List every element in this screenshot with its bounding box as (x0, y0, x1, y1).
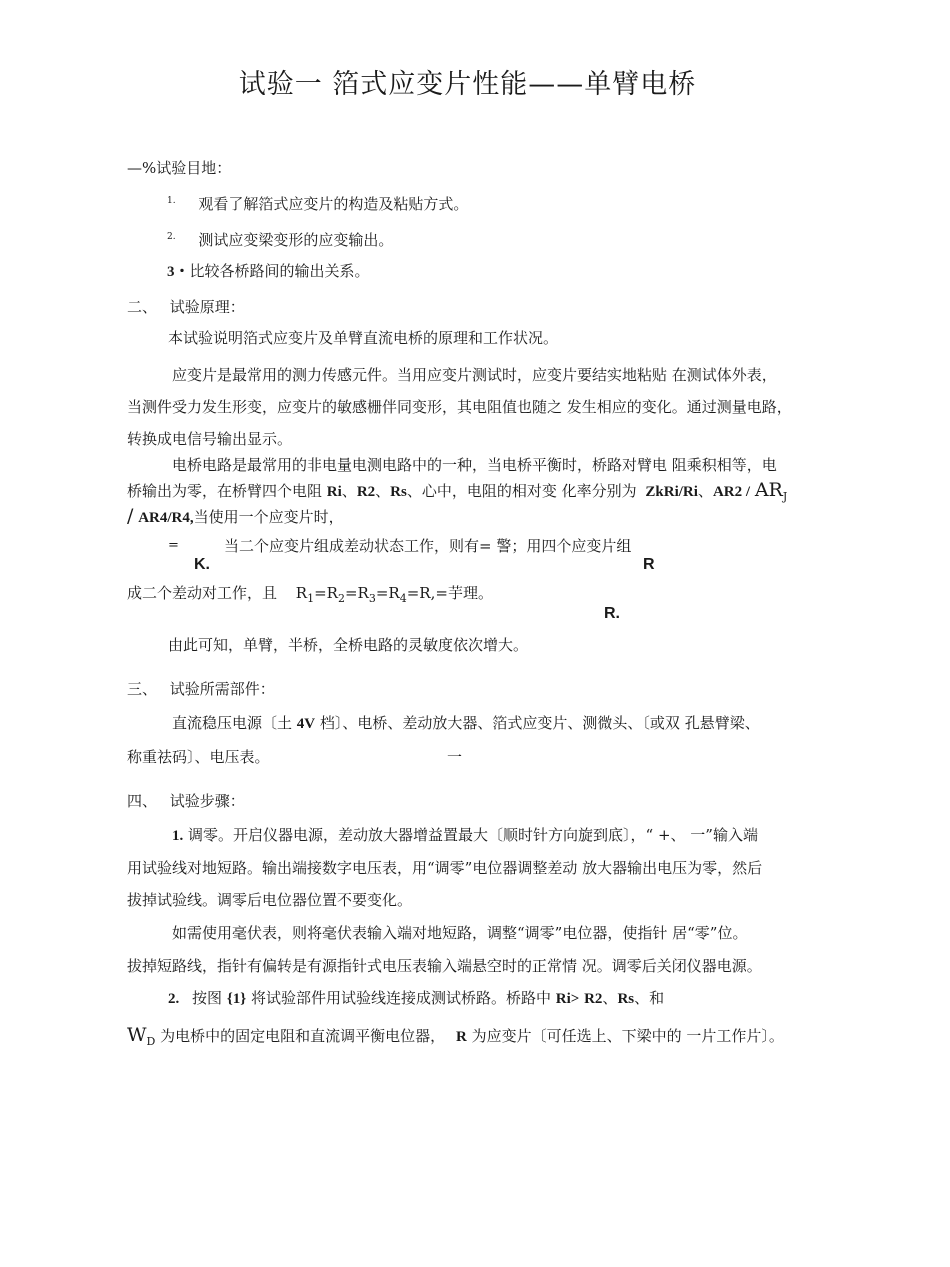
paragraph-line: 拔掉短路线，指针有偏转是有源指针式电压表输入端悬空时的正常情 况。调零后关闭仪器电源。 (127, 957, 762, 975)
text-run: 将试验部件用试验线连接成测试桥路。桥路中 (250, 989, 551, 1007)
resistor-label: R2 (584, 991, 603, 1007)
paragraph-line: 如需使用毫伏表，则将毫伏表输入端对地短路，调整“调零”电位器，使指针 居“零”位。 (172, 924, 748, 942)
resistor-label: Ri (326, 484, 342, 500)
paragraph: 由此可知，单臂，半桥，全桥电路的灵敏度依次增大。 (168, 636, 529, 654)
paragraph-line (127, 583, 493, 609)
list-item-number: 3・ (167, 264, 190, 280)
text-run: 直流稳压电源〔土 (172, 714, 293, 732)
text-run: 、 (341, 482, 357, 500)
paragraph-line: 转换成电信号输出显示。 (127, 430, 293, 448)
formula: ZkRi/Ri (645, 484, 698, 500)
section-1-heading: —%试验目地： (127, 159, 232, 177)
formula-subscript: D (146, 1035, 156, 1048)
paragraph-line: 应变片是最常用的测力传感元件。当用应变片测试时，应变片要结实地粘贴 在测试体外表， (172, 366, 777, 384)
figure-ref: {1} (226, 991, 247, 1007)
text-run: 、心中，电阻的相对变 化率分别为 (406, 482, 637, 500)
text-run: 按图 (192, 989, 223, 1007)
formula: / (127, 505, 134, 527)
resistor-label: Rs (617, 991, 635, 1007)
equation-label: R. (604, 605, 620, 622)
text-run: 成二个差动对工作，且 (127, 584, 278, 602)
paragraph-line: 拔掉试验线。调零后电位器位置不要变化。 (127, 891, 413, 909)
section-2-heading (127, 297, 245, 317)
resistor-label: R2 (356, 484, 376, 500)
formula: $R_1=R_2=R_3=R_4=R,=$芋理。 (295, 584, 493, 605)
section-title: 试验所需部件： (169, 680, 275, 698)
text-run: 为电桥中的固定电阻和直流调平衡电位器， (160, 1027, 446, 1045)
list-item-text: 比较各桥路间的输出关系。 (189, 262, 370, 280)
text-run: 、 (697, 482, 713, 500)
list-item (167, 261, 370, 282)
paragraph-line: 当二个应变片组成差动状态工作，则有= 警；用四个应变片组 (224, 537, 632, 555)
resistor-label: R (455, 1029, 467, 1045)
paragraph-line: 称重祛码〕、电压表。 (127, 748, 270, 766)
text-run: 4V (296, 716, 316, 732)
paragraph-line (127, 506, 344, 528)
section-number: 三、 (127, 680, 158, 698)
formula-subscript: J (782, 490, 788, 503)
text-run: 、 (375, 482, 391, 500)
formula: W (127, 1024, 147, 1046)
step-number: 2. (168, 991, 180, 1007)
text-run: 档〕、电桥、差动放大器、箔式应变片、测微头、〔或双 孔悬臂梁、 (319, 714, 760, 732)
paragraph-line (168, 988, 664, 1009)
section-3-heading (127, 679, 275, 699)
paragraph: 本试验说明箔式应变片及单臂直流电桥的原理和工作状况。 (168, 329, 559, 347)
formula: AR4/R4, (138, 510, 194, 526)
stray-dash: 一 (447, 748, 463, 766)
resistor-label: Rs (390, 484, 407, 500)
list-item-text: 测试应变梁变形的应变输出。 (198, 231, 394, 249)
step-number: 1. (172, 828, 184, 844)
section-title: 试验步骤： (169, 792, 245, 810)
paragraph-line: 当测件受力发生形变，应变片的敏感栅伴同变形，其电阻值也随之 发生相应的变化。通过测量电路， (127, 398, 792, 416)
text-run: 、 (602, 989, 618, 1007)
paragraph-line (127, 1025, 784, 1052)
list-item (167, 191, 468, 214)
list-item (167, 227, 393, 250)
paragraph-line (172, 825, 758, 846)
section-number: 四、 (127, 792, 158, 810)
section-number: 二、 (127, 298, 158, 316)
section-4-heading (127, 791, 245, 811)
paragraph-line (127, 480, 787, 507)
text-run: 调零。开启仪器电源，差动放大器增益置最大〔顺时针方向旋到底〕，“ +、 一”输入端 (188, 826, 758, 844)
formula: AR2 / (712, 484, 751, 500)
equation-label: R (643, 556, 655, 573)
paragraph-line: 用试验线对地短路。输出端接数字电压表，用“调零”电位器调整差动 放大器输出电压为零，然后 (127, 859, 763, 877)
paragraph-line (172, 713, 760, 734)
formula: AR (754, 479, 783, 501)
text-run: 、和 (634, 989, 665, 1007)
section-title: 试验原理： (169, 298, 245, 316)
page-title: 试验一 箔式应变片性能——单臂电桥 (238, 69, 697, 100)
text-run: 为应变片〔可任选上、下梁中的 一片工作片〕。 (471, 1027, 784, 1045)
resistor-label: Ri> (555, 991, 580, 1007)
equation-label: K. (194, 556, 210, 573)
text-run: 当使用一个应变片时， (193, 508, 344, 526)
text-run: 桥输出为零，在桥臂四个电阻 (127, 482, 323, 500)
paragraph-line: 电桥电路是最常用的非电量电测电路中的一种，当电桥平衡时，桥路对臂电 阻乘积相等，电 (172, 456, 777, 474)
list-item-number: 2. (167, 232, 176, 242)
list-item-number: 1. (167, 196, 176, 206)
list-item-text: 观看了解箔式应变片的构造及粘贴方式。 (198, 195, 469, 213)
equation-sign: = (168, 538, 179, 553)
